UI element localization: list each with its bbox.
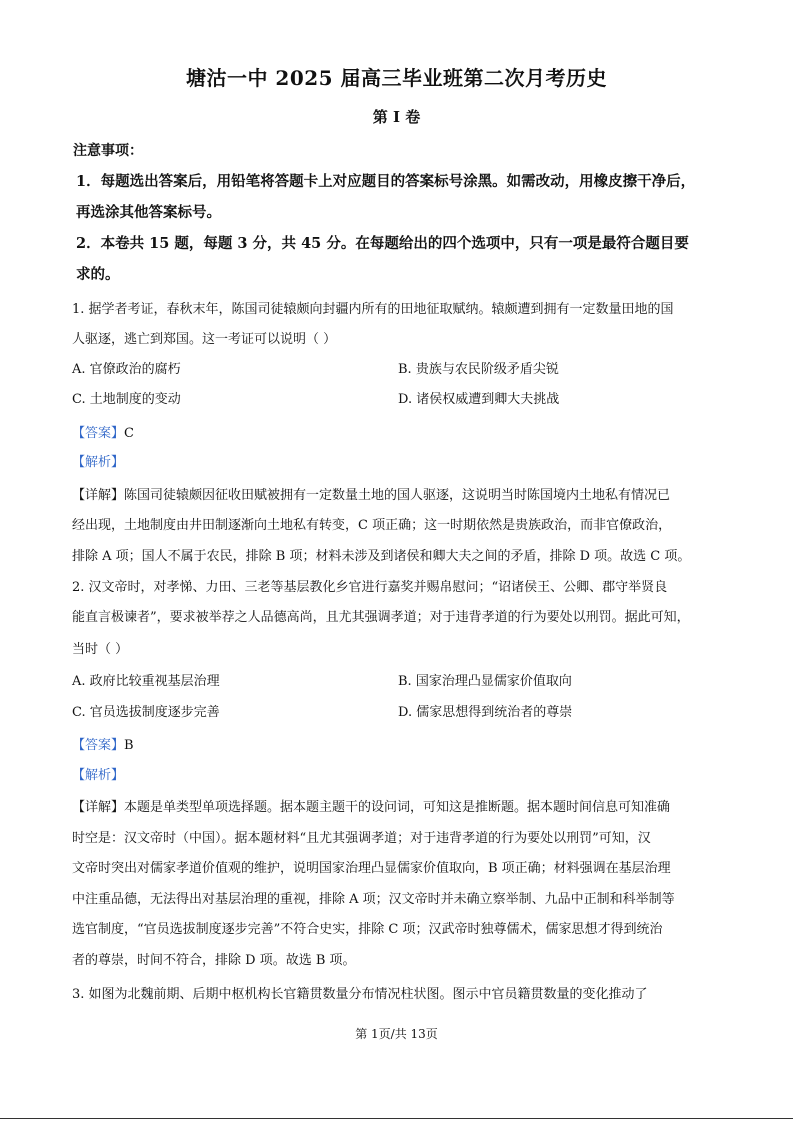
question-2-stem-line-1: 2. 汉文帝时，对孝悌、力田、三老等基层教化乡官进行嘉奖并赐帛慰问；“诏诸侯王、公卿、郡守举贤良: [72, 580, 668, 595]
question-1-answer: [72, 422, 134, 441]
question-2-option-a: A. 政府比较重视基层治理: [72, 674, 220, 689]
question-2-detail-line-3: 文帝时突出对儒家孝道价值观的维护，说明国家治理凸显儒家价值取向，B 项正确；材料强调在基层治理: [72, 861, 671, 876]
page-number: 第 1页/共 13页: [355, 1027, 438, 1041]
question-2-option-c: C. 官员选拔制度逐步完善: [72, 705, 220, 720]
question-1-analysis-tag: 【解析】: [72, 455, 125, 470]
answer-value: C: [124, 426, 134, 441]
notice-item-1-line-2: 再选涂其他答案标号。: [76, 204, 221, 221]
notice-item-2-line-2: 求的。: [76, 266, 120, 283]
question-2-detail-line-6: 者的尊崇，时间不符合，排除 D 项。故选 B 项。: [72, 953, 356, 968]
notice-item-2-line-1: 2．本卷共 15 题，每题 3 分，共 45 分。在每题给出的四个选项中，只有一项是最符合题目要: [76, 235, 689, 252]
question-2-stem-line-2: 能直言极谏者”，要求被举荐之人品德高尚，且尤其强调孝道；对于违背孝道的行为要处以刑罚。据此可知，: [72, 610, 690, 625]
page-bottom-divider: [0, 1118, 793, 1119]
question-3-stem-line-1: 3. 如图为北魏前期、后期中枢机构长官籍贯数量分布情况柱状图。图示中官员籍贯数量的变化推动了: [72, 987, 648, 1002]
question-2-stem-line-3: 当时（ ）: [72, 642, 129, 657]
question-1-detail-line-1: 【详解】陈国司徒辕颇因征收田赋被拥有一定数量土地的国人驱逐，这说明当时陈国境内土地私有情况已: [72, 488, 671, 503]
question-2-detail-line-1: 【详解】本题是单类型单项选择题。据本题主题干的设问词，可知这是推断题。据本题时间信息可知准确: [72, 800, 671, 815]
question-1-detail-line-2: 经出现，土地制度由井田制逐渐向土地私有转变，C 项正确；这一时期依然是贵族政治，而非官僚政治，: [72, 518, 672, 533]
page-title: 塘沽一中 2025 届高三毕业班第二次月考历史: [185, 66, 608, 90]
question-1-option-b: B. 贵族与农民阶级矛盾尖锐: [398, 362, 559, 377]
answer-tag: 【答案】: [72, 738, 125, 753]
question-1-option-c: C. 土地制度的变动: [72, 392, 181, 407]
question-2-analysis-tag: 【解析】: [72, 768, 125, 783]
question-2-detail-line-5: 选官制度，“官员选拔制度逐步完善”不符合史实，排除 C 项；汉武帝时独尊儒术，儒家思想才得到统治: [72, 922, 663, 937]
answer-value: B: [124, 738, 134, 753]
question-1-stem-line-1: 1. 据学者考证，春秋末年，陈国司徒辕颇向封疆内所有的田地征取赋纳。辕颇遭到拥有一定数量田地的国: [72, 302, 674, 317]
answer-tag: 【答案】: [72, 426, 125, 441]
question-2-option-d: D. 儒家思想得到统治者的尊崇: [398, 705, 573, 720]
question-1-stem-line-2: 人驱逐，逃亡到郑国。这一考证可以说明（ ）: [72, 332, 337, 347]
question-2-option-b: B. 国家治理凸显儒家价值取向: [398, 674, 572, 689]
question-2-answer: [72, 734, 134, 753]
question-2-detail-line-2: 时空是：汉文帝时（中国）。据本题材料“且尤其强调孝道；对于违背孝道的行为要处以刑罚”可知，汉: [72, 831, 651, 846]
question-1-option-a: A. 官僚政治的腐朽: [72, 362, 181, 377]
question-1-option-d: D. 诸侯权威遭到卿大夫挑战: [398, 392, 560, 407]
section-title: 第 I 卷: [372, 108, 421, 126]
notice-item-1-line-1: 1．每题选出答案后，用铅笔将答题卡上对应题目的答案标号涂黑。如需改动，用橡皮擦干净后，: [76, 173, 696, 190]
question-2-detail-line-4: 中注重品德，无法得出对基层治理的重视，排除 A 项；汉文帝时并未确立察举制、九品中正制和科举制等: [72, 892, 675, 907]
question-1-detail-line-3: 排除 A 项；国人不属于农民，排除 B 项；材料未涉及到诸侯和卿大夫之间的矛盾，排除 D 项。故选 C 项。: [72, 549, 691, 564]
notice-heading: 注意事项：: [73, 143, 143, 159]
